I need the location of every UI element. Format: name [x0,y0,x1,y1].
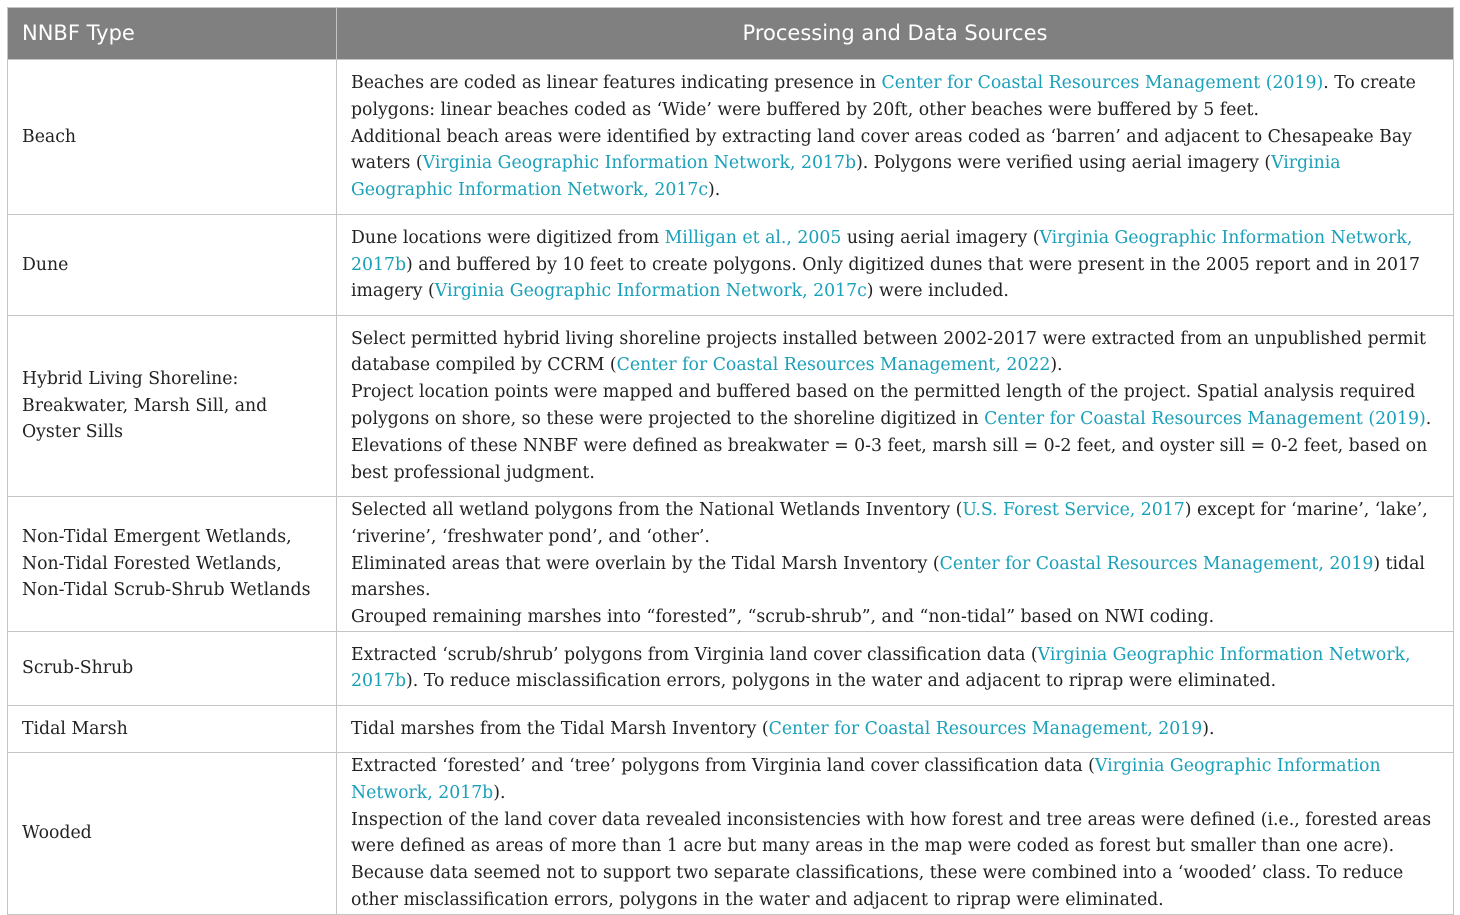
nnbf-type-cell: Dune [8,215,337,316]
processing-paragraph [351,124,1439,204]
column-header-processing-sources: Processing and Data Sources [337,8,1454,60]
processing-paragraph [351,70,1439,124]
citation-link[interactable]: Virginia Geographic Information Network, 2017b [422,153,857,174]
paragraph-text: Dune locations were digitized from [351,227,665,248]
paragraph-text: ). [1202,718,1215,739]
citation-link[interactable]: Center for Coastal Resources Management, 2022 [616,355,1051,376]
processing-paragraph [351,433,1439,487]
paragraph-text: ). To reduce misclassification errors, polygons in the water and adjacent to riprap were eliminated. [406,671,1277,692]
paragraph-text: . To create polygons: linear beaches coded as ‘Wide’ were buffered by 20ft, other beaches were buffered by 5 feet. [351,73,1416,120]
processing-cell [337,60,1454,215]
nnbf-type-cell: Hybrid Living Shoreline: Breakwater, Marsh Sill, and Oyster Sills [8,316,337,497]
nnbf-processing-table [7,7,1454,915]
paragraph-text: ) tidal marshes. [351,553,1425,601]
processing-paragraph [351,604,1439,631]
citation-link[interactable]: U.S. Forest Service, 2017 [962,500,1185,520]
paragraph-text: Selected all wetland polygons from the National Wetlands Inventory ( [351,500,963,520]
paragraph-text: ). [1050,355,1063,376]
nnbf-type-cell: Scrub-Shrub [8,631,337,705]
processing-paragraph [351,225,1439,305]
processing-cell [337,215,1454,316]
paragraph-text: ). Polygons were verified using aerial imagery ( [856,153,1272,174]
processing-paragraph [351,379,1439,433]
paragraph-text: Inspection of the land cover data revealed inconsistencies with how forest and tree areas were defined (i.e., forested areas were defined as areas of more than 1 acre but many areas in the map were coded as forest but smaller than one acre). Because data seemed not to support two separate classifications, these were combined into a ‘wooded’ class. To reduce other misclassification errors, polygons in the water and adjacent to riprap were eliminated. [351,809,1432,910]
paragraph-text: . [1425,409,1432,429]
paragraph-text: Grouped remaining marshes into “forested”, “scrub-shrub”, and “non-tidal” based on NWI coding. [351,607,1215,628]
citation-link[interactable]: Center for Coastal Resources Management, 2019 [768,718,1203,739]
processing-cell [337,316,1454,497]
processing-paragraph [351,716,1439,743]
citation-link[interactable]: Virginia Geographic Information Network, 2017c [351,153,1341,201]
paragraph-text: Extracted ‘scrub/shrub’ polygons from Virginia land cover classification data ( [351,644,1038,665]
nnbf-type-cell: Beach [8,60,337,215]
paragraph-text: ) and buffered by 10 feet to create polygons. Only digitized dunes that were present in the 2005 report and in 2017 imagery ( [351,254,1421,302]
paragraph-text: ). [493,782,506,803]
paragraph-text: Extracted ‘forested’ and ‘tree’ polygons from Virginia land cover classification data ( [351,755,1095,776]
table-row [8,752,1454,914]
citation-link[interactable]: Virginia Geographic Information Network, 2017b [351,227,1413,275]
citation-link[interactable]: Center for Coastal Resources Management (2019) [881,73,1324,93]
citation-link[interactable]: Virginia Geographic Information Network, 2017b [351,644,1411,692]
paragraph-text: ) were included. [866,281,1009,302]
paragraph-text: Beaches are coded as linear features indicating presence in [351,73,882,93]
citation-link[interactable]: Milligan et al., 2005 [664,227,842,248]
processing-paragraph [351,326,1439,380]
processing-cell [337,752,1454,914]
nnbf-type-cell: Non-Tidal Emergent Wetlands, Non-Tidal Forested Wetlands, Non-Tidal Scrub-Shrub Wetlands [8,497,337,632]
paragraph-text: using aerial imagery ( [841,227,1040,248]
column-header-nnbf-type: NNBF Type [8,8,337,60]
processing-paragraph [351,497,1439,551]
table-row [8,215,1454,316]
table-row [8,316,1454,497]
paragraph-text: Elevations of these NNBF were defined as breakwater = 0-3 feet, marsh sill = 0-2 feet, and oyster sill = 0-2 feet, based on best professional judgment. [351,435,1428,483]
paragraph-text: ). [708,180,721,201]
processing-paragraph [351,551,1439,605]
citation-link[interactable]: Center for Coastal Resources Management, 2019 [939,553,1374,574]
table-row [8,60,1454,215]
citation-link[interactable]: Center for Coastal Resources Management (2019) [984,409,1426,429]
processing-paragraph [351,642,1439,696]
processing-cell [337,705,1454,752]
paragraph-text: Project location points were mapped and buffered based on the permitted length of the project. Spatial analysis required polygons on shore, so these were projected to the shoreline digitized in [351,382,1416,429]
processing-paragraph [351,807,1439,914]
citation-link[interactable]: Virginia Geographic Information Network, 2017b [351,755,1381,803]
paragraph-text: ) except for ‘marine’, ‘lake’, ‘riverine’, ‘freshwater pond’, and ‘other’. [351,500,1428,547]
processing-cell [337,497,1454,632]
paragraph-text: Select permitted hybrid living shoreline projects installed between 2002-2017 were extracted from an unpublished permit database compiled by CCRM ( [351,328,1427,376]
citation-link[interactable]: Virginia Geographic Information Network, 2017c [434,281,867,302]
paragraph-text: Tidal marshes from the Tidal Marsh Inventory ( [351,718,769,739]
processing-paragraph [351,753,1439,807]
nnbf-type-cell: Tidal Marsh [8,705,337,752]
table-row [8,705,1454,752]
table-row [8,631,1454,705]
paragraph-text: Additional beach areas were identified by extracting land cover areas coded as ‘barren’ and adjacent to Chesapeake Bay waters ( [351,126,1412,174]
nnbf-type-cell: Wooded [8,752,337,914]
table-header-row [8,8,1454,60]
processing-cell [337,631,1454,705]
paragraph-text: Eliminated areas that were overlain by the Tidal Marsh Inventory ( [351,553,940,574]
table-row [8,497,1454,632]
